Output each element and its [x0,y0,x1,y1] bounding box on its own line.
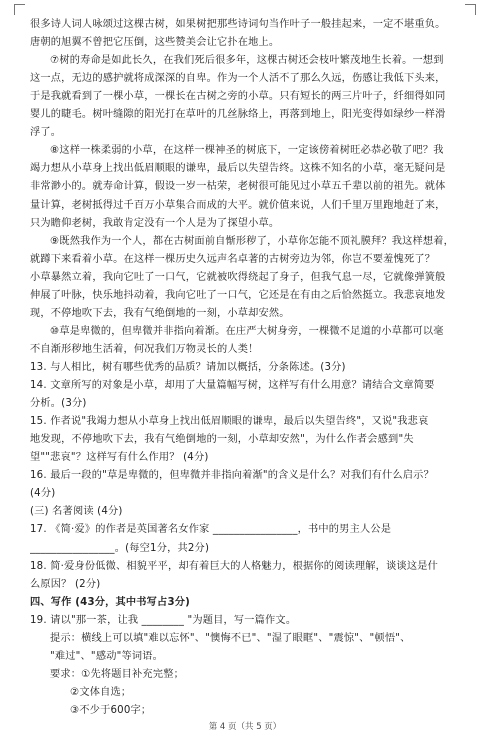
text-line: 现，不停地吹下去，我有气绝倒地的一刻，小草却安然。 [30,308,290,319]
text-line: 伸展了叶脉，快乐地抖动着，我向它吐了一口气，它还是在有由之后恰然挺立。我悲哀地发 [30,290,446,301]
text-line: 么原因？ (2分) [30,579,101,590]
text-line: 竭力想从小草身上找出低眉顺眼的谦卑，最后以失望告终。这株不知名的小草，毫无疑问是 [30,163,446,174]
paragraph-7-line: ⑦树的寿命是如此长久，在我们死后很多年，这棵古树还会枝叶繁茂地生长着。一想到 [50,55,444,66]
text-line: 地发现，不停地吹下去，我有气绝倒地的一刻，小草却安然"，为什么作者会感到"失 [30,434,414,445]
question-17: 17. 《简·爱》的作者是英国著名女作家 ________________，书中的男主人公是 [30,524,392,535]
question-15: 15. 作者说"我竭力想从小草身上找出低眉顺眼的谦卑，最后以失望告终"，又说"我悲哀 [30,416,429,427]
corner-mark-top-right [465,4,476,15]
paragraph-9-line: ⑨既然我作为一个人，都在古树面前自惭形秽了，小草你怎能不顶礼膜拜？我这样想着， [50,236,455,247]
text-line: 望""悲哀"？这样写有什么作用？ (4分) [30,452,209,463]
text-line: 非常渺小的。就寿命计算，假设一岁一枯荣，老树很可能见过小草五千辈以前的祖先。就体 [30,181,446,192]
question-18: 18. 简·爱身份低微、相貌平平，却有着巨大的人格魅力，根据你的阅读理解，谈谈这是什 [30,561,439,572]
text-line: 量计算，老树抵得过千百万小草集合而成的大平。就价值来说，人们千里万里跑地赶了来， [30,200,446,211]
text-line: 这一点，无边的感护就将成深深的自卑。作为一个人活不了那么久远，伤感让我低下头来， [30,73,446,84]
question-14: 14. 文章所写的对象是小草，却用了大量篇幅写树，这样写有什么用意？请结合文章简要 [30,380,435,391]
text-line: 就蹲下来看着小草。在这样一棵历史久远声名卓著的古树旁边为邻，你岂不要羞愧死了？ [30,254,436,265]
text-line: ________________。(每空1分，共2分) [30,543,210,554]
text-line: 于是我就看到了一棵小草，一棵长在古树之旁的小草。只有短长的两三片叶子，纤细得如同 [30,91,446,102]
text-line: 不自渐形秽地生活着，何况我们万物灵长的人类！ [30,344,259,355]
text-line: 分析。(3分) [30,398,87,409]
requirement-3: ③不少于600字； [70,705,152,716]
hint-line-2: "难过"、"感动"等词语。 [50,651,164,662]
text-line: 唐朝的旭翼不曾把它压倒，这些赞美会让它扑在地上。 [30,37,280,48]
requirement-2: ②文体自选； [70,687,132,698]
text-line: 很多诗人词人咏颂过这棵古树，如果树把那些诗词句当作叶子一般挂起来，一定不堪重负。 [30,19,446,30]
question-19: 19. 请以"那一茶，让我 ________ "为题目，写一篇作文。 [30,615,297,626]
paragraph-8-line: ⑧这样一株柔弱的小草，在这样一棵神圣的树底下，一定该傍着树旺必恭必敬了吧？我 [50,145,444,156]
corner-mark-top-left [14,4,25,15]
paragraph-10-line: ⑩草是卑微的，但卑微并非指向着渐。在庄严大树身旁，一棵微不足道的小草都可以毫 [50,326,444,337]
text-line: 浮了。 [30,127,62,138]
section-heading-writing: 四、写作 (43分，其中书写占3分) [30,597,190,608]
question-16: 16. 最后一段的"草是卑微的，但卑微并非指向着渐"的含义是什么？对我们有什么启示？ [30,470,434,481]
text-line: (4分) [30,488,56,499]
question-13: 13. 与人相比，树有哪些优秀的品质？请加以概括，分条陈述。(3分) [30,362,346,373]
page-footer: 第 4 页（共 5 页） [208,722,282,732]
text-line: 婴儿的睫毛。树叶缝隙的阳光打在草叶的几丝脉络上，再落到地上，阳光变得如绿纱一样滑 [30,109,446,120]
requirement-1: 要求：①先将题目补充完整； [50,669,184,680]
hint-line: 提示：横线上可以填"难以忘怀"、"懊悔不已"、"湿了眼眶"、"震惊"、"顿悟"、 [50,633,411,644]
text-line: 小草暴然立着，我向它吐了一口气，它就被吹得绕起了身子，但我气息一尽，它就像弹簧般 [30,272,446,283]
section-heading-classics: (三) 名著阅读 (4分) [30,506,123,517]
text-line: 只为瞻仰老树，我敢肯定没有一个人是为了探望小草。 [30,218,280,229]
